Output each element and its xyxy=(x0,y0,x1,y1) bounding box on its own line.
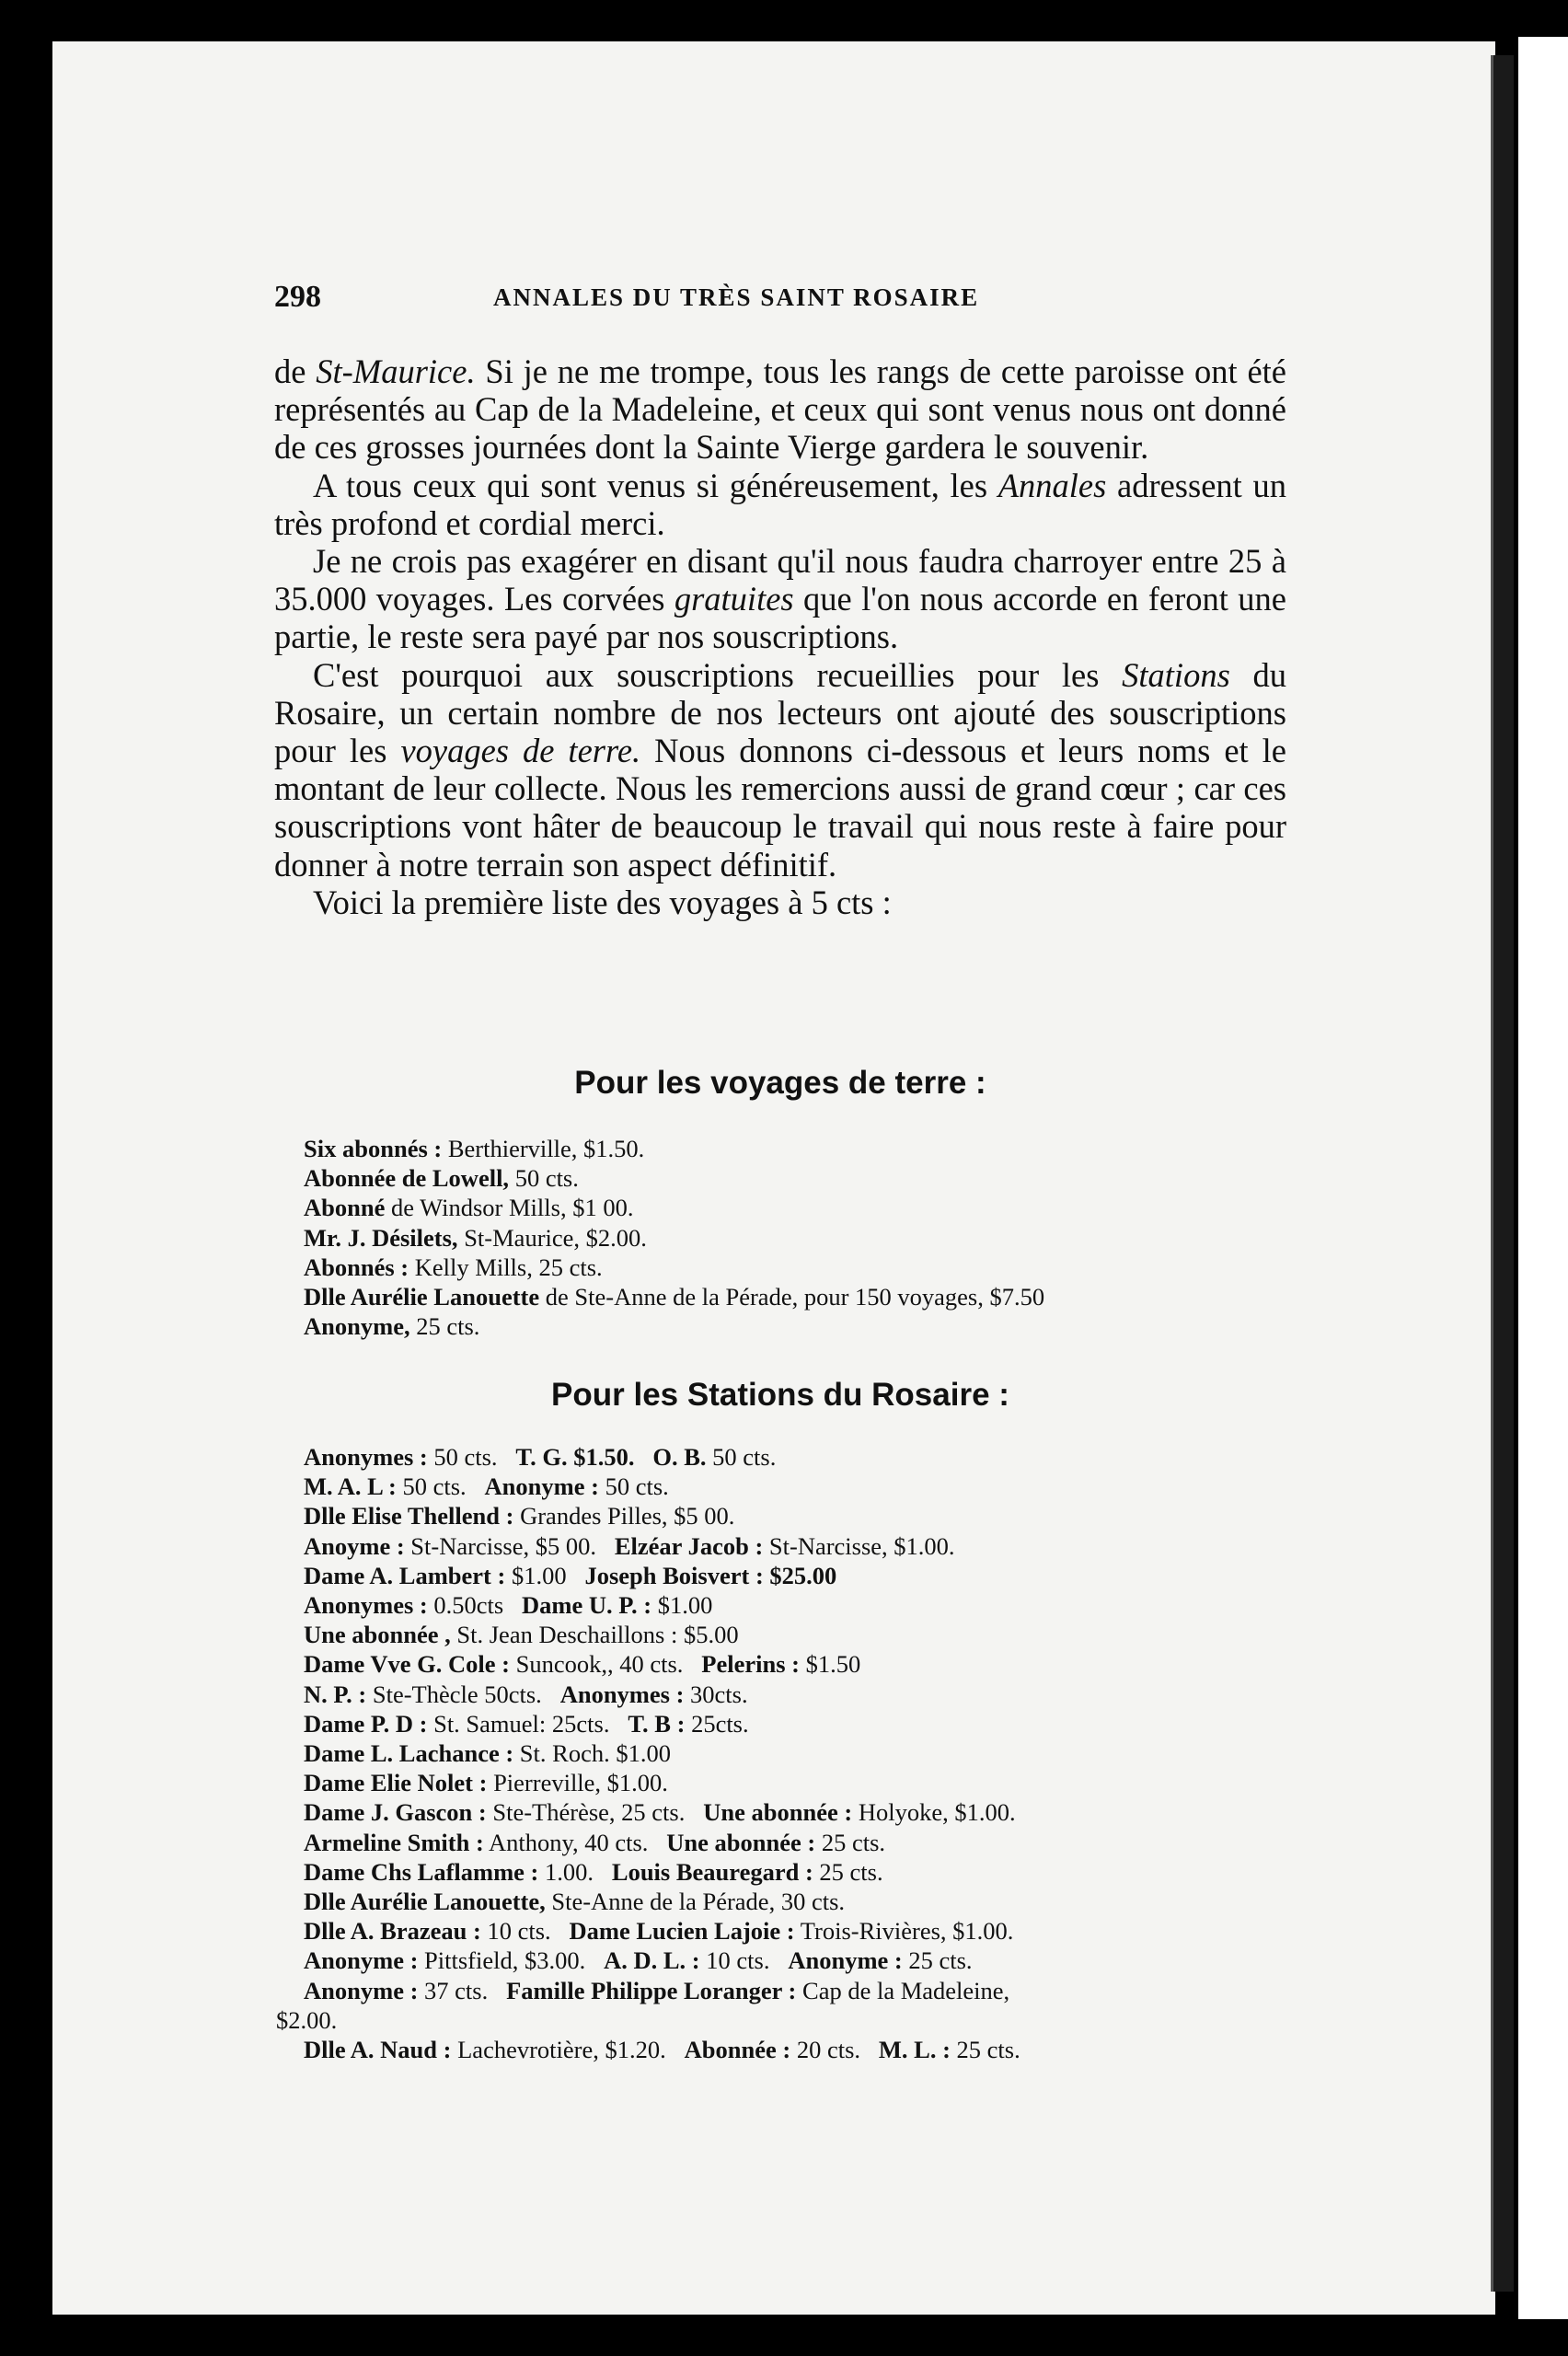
donation-detail: 1.00. xyxy=(538,1857,612,1886)
donor-name: A. D. L. : xyxy=(604,1946,700,1975)
donation-detail: 50 cts. xyxy=(598,1472,669,1501)
paragraph-2: A tous ceux qui sont venus si généreusement, les Annales adressent un très profond et cordial merci. xyxy=(274,466,1286,542)
donation-detail: 50 cts. xyxy=(396,1472,485,1501)
donor-name: Dame Vve G. Cole : xyxy=(304,1650,510,1679)
donation-detail: 0.50cts xyxy=(427,1591,523,1620)
donation-detail: de Windsor Mills, $1 00. xyxy=(385,1194,634,1222)
list-item xyxy=(304,1680,1293,1709)
donor-name: Une abonnée : xyxy=(703,1798,853,1827)
list-item xyxy=(276,2005,1293,2035)
donation-detail: Grandes Pilles, $5 00. xyxy=(513,1502,735,1530)
donor-name: Dlle Elise Thellend : xyxy=(304,1502,514,1530)
list-item xyxy=(304,1916,1293,1946)
donor-name: Abonnée : xyxy=(684,2036,791,2064)
donation-detail: Trois-Rivières, $1.00. xyxy=(794,1917,1014,1946)
list-item xyxy=(304,1976,1293,2005)
donation-detail: 10 cts. xyxy=(480,1917,570,1946)
donor-name: Dame J. Gascon : xyxy=(304,1798,487,1827)
donor-name: Louis Beauregard : xyxy=(611,1857,813,1886)
donation-detail xyxy=(634,1443,652,1471)
list-item xyxy=(304,1887,1293,1916)
donor-name: Dame Lucien Lajoie : xyxy=(569,1917,795,1946)
list-item xyxy=(304,1223,1293,1253)
donor-name: O. B. xyxy=(652,1443,707,1471)
donor-name: Anonyme : xyxy=(304,1946,419,1975)
donation-detail: $1.50 xyxy=(800,1650,861,1679)
donor-name: Anonymes : xyxy=(304,1443,428,1471)
donor-name: Dame L. Lachance : xyxy=(304,1739,514,1768)
list-item xyxy=(304,1797,1293,1827)
donor-name: Dlle Aurélie Lanouette xyxy=(304,1283,540,1311)
donor-name: Une abonnée , xyxy=(304,1621,451,1649)
donation-detail: St. Jean Deschaillons : $5.00 xyxy=(450,1621,739,1649)
paragraph-4: C'est pourquoi aux souscriptions recueillies pour les Stations du Rosaire, un certain nombre de nos lecteurs ont ajouté des souscriptions pour les voyages de terre. Nous donnons ci-dessous et leurs noms et le montant de leur collecte. Nous les remercions aussi de grand cœur ; car ces souscriptions vont hâter de beaucoup le travail qui nous reste à faire pour donner à notre terrain son aspect définitif. xyxy=(274,655,1287,884)
paragraph-3: Je ne crois pas exagérer en disant qu'il nous faudra charroyer entre 25 à 35.000 voyages. Les corvées gratuites que l'on nous accorde en feront une partie, le reste sera payé par nos souscriptions. xyxy=(274,542,1286,656)
donor-name: Anonymes : xyxy=(559,1680,685,1708)
donation-detail: $1.00 xyxy=(651,1591,713,1620)
list-item xyxy=(304,1442,1293,1472)
donation-detail: St. Roch. $1.00 xyxy=(513,1739,671,1768)
paragraph-1: de St-Maurice. Si je ne me trompe, tous les rangs de cette paroisse ont été représentés au Cap de la Madeleine, et ceux qui sont venus nous ont donné de ces grosses journées dont la Sainte Vierge gardera le souvenir. xyxy=(274,352,1286,467)
body-text xyxy=(274,352,1286,921)
list-item xyxy=(304,1531,1293,1561)
adjacent-page-edge xyxy=(1518,37,1568,2319)
section-title-voyages: Pour les voyages de terre : xyxy=(574,1065,986,1101)
donation-detail: 25 cts. xyxy=(902,1946,973,1975)
donation-detail: Cap de la Madeleine, xyxy=(796,1976,1010,2004)
donation-detail: $1.00 xyxy=(505,1561,585,1589)
donation-detail: Berthierville, $1.50. xyxy=(442,1135,645,1162)
list-item xyxy=(304,1282,1293,1311)
donor-name: M. A. L : xyxy=(304,1472,397,1501)
donor-name: Elzéar Jacob : xyxy=(614,1531,764,1560)
list-item xyxy=(304,1134,1293,1163)
donation-detail: 10 cts. xyxy=(699,1946,789,1975)
list-item xyxy=(304,1193,1293,1222)
donation-detail: Suncook,, 40 cts. xyxy=(509,1650,702,1679)
list-item xyxy=(304,1163,1293,1193)
donor-name: Dame U. P. : xyxy=(522,1591,652,1620)
donor-name: Dame Elie Nolet : xyxy=(304,1769,488,1797)
list-item xyxy=(304,1311,1293,1341)
donor-name: Anonyme : xyxy=(304,1976,419,2004)
list-stations xyxy=(276,1442,1293,2064)
donation-detail: $2.00. xyxy=(276,2005,338,2034)
list-item xyxy=(304,1472,1293,1501)
donation-detail: 25 cts. xyxy=(815,1828,886,1856)
running-title: ANNALES DU TRÈS SAINT ROSAIRE xyxy=(493,283,980,311)
donation-detail: St-Narcisse, $1.00. xyxy=(763,1531,955,1560)
donor-name: Abonnés : xyxy=(304,1253,409,1281)
donation-detail: St-Maurice, $2.00. xyxy=(457,1223,647,1252)
list-item xyxy=(304,1738,1293,1768)
donor-name: T. G. $1.50. xyxy=(515,1443,635,1471)
donor-name: Famille Philippe Loranger : xyxy=(506,1976,797,2004)
donation-detail: 25 cts. xyxy=(813,1857,883,1886)
donor-name: Mr. J. Désilets, xyxy=(304,1223,458,1252)
donation-detail: 50 cts. xyxy=(706,1443,777,1471)
donation-detail: Pierreville, $1.00. xyxy=(487,1769,668,1797)
donor-name: Dame Chs Laflamme : xyxy=(304,1857,539,1886)
list-item xyxy=(304,1828,1293,1857)
donor-name: Dlle A. Brazeau : xyxy=(304,1917,481,1946)
donor-name: M. L. : xyxy=(878,2036,951,2064)
page-header xyxy=(274,280,1286,317)
donation-detail: Ste-Thècle 50cts. xyxy=(366,1680,560,1708)
donation-detail: 20 cts. xyxy=(790,2036,879,2064)
list-item xyxy=(304,1620,1293,1649)
donor-name: Dlle Aurélie Lanouette, xyxy=(304,1888,546,1916)
list-item xyxy=(304,1709,1293,1738)
donation-detail: Holyoke, $1.00. xyxy=(852,1798,1016,1827)
donation-detail: St-Narcisse, $5 00. xyxy=(404,1531,615,1560)
donor-name: Anonymes : xyxy=(304,1591,428,1620)
donor-name: Dame A. Lambert : xyxy=(304,1561,506,1589)
list-item xyxy=(304,1561,1293,1590)
donor-name: Six abonnés : xyxy=(304,1135,443,1162)
donor-name: Abonné xyxy=(304,1194,386,1222)
donation-detail: Lachevrotière, $1.20. xyxy=(451,2036,685,2064)
list-item xyxy=(304,2035,1293,2064)
list-item xyxy=(304,1768,1293,1797)
donor-name: Anonyme, xyxy=(304,1312,410,1341)
paragraph-5: Voici la première liste des voyages à 5 cts : xyxy=(313,883,892,921)
list-item xyxy=(304,1501,1293,1530)
list-item xyxy=(304,1649,1293,1679)
section-title-stations: Pour les Stations du Rosaire : xyxy=(551,1377,1009,1413)
donor-name: Anonyme : xyxy=(484,1472,599,1501)
donor-name: Pelerins : xyxy=(701,1650,800,1679)
donor-name: Anonyme : xyxy=(788,1946,903,1975)
donation-detail: Pittsfield, $3.00. xyxy=(418,1946,605,1975)
donor-name: Dlle A. Naud : xyxy=(304,2036,452,2064)
list-voyages xyxy=(304,1134,1293,1341)
donation-detail: Anthony, 40 cts. xyxy=(483,1828,667,1856)
donor-name: Anoyme : xyxy=(304,1531,405,1560)
donation-detail: 30cts. xyxy=(684,1680,748,1708)
donation-detail: 50 cts. xyxy=(509,1164,579,1193)
donation-detail: 25 cts. xyxy=(950,2036,1020,2064)
list-item xyxy=(304,1590,1293,1620)
page-gutter-shadow xyxy=(1491,55,1514,2292)
donor-name: Une abonnée : xyxy=(666,1828,816,1856)
donation-detail: Kelly Mills, 25 cts. xyxy=(409,1253,603,1281)
donor-name: Dame P. D : xyxy=(304,1709,428,1738)
donor-name: Joseph Boisvert : $25.00 xyxy=(584,1561,837,1589)
donation-detail: St. Samuel: 25cts. xyxy=(427,1709,628,1738)
list-item xyxy=(304,1946,1293,1975)
donor-name: Abonnée de Lowell, xyxy=(304,1164,510,1193)
donation-detail: Ste-Anne de la Pérade, 30 cts. xyxy=(545,1888,846,1916)
donation-detail: 25cts. xyxy=(685,1709,749,1738)
page-number: 298 xyxy=(274,280,321,314)
donation-detail: 50 cts. xyxy=(427,1443,516,1471)
donor-name: Armeline Smith : xyxy=(304,1828,484,1856)
donation-detail: 25 cts. xyxy=(409,1312,480,1341)
donation-detail: de Ste-Anne de la Pérade, pour 150 voyages, $7.50 xyxy=(539,1283,1045,1311)
donation-detail: 37 cts. xyxy=(418,1976,507,2004)
donor-name: T. B : xyxy=(628,1709,686,1738)
donation-detail: Ste-Thérèse, 25 cts. xyxy=(486,1798,704,1827)
list-item xyxy=(304,1857,1293,1887)
list-item xyxy=(304,1253,1293,1282)
donor-name: N. P. : xyxy=(304,1680,367,1708)
